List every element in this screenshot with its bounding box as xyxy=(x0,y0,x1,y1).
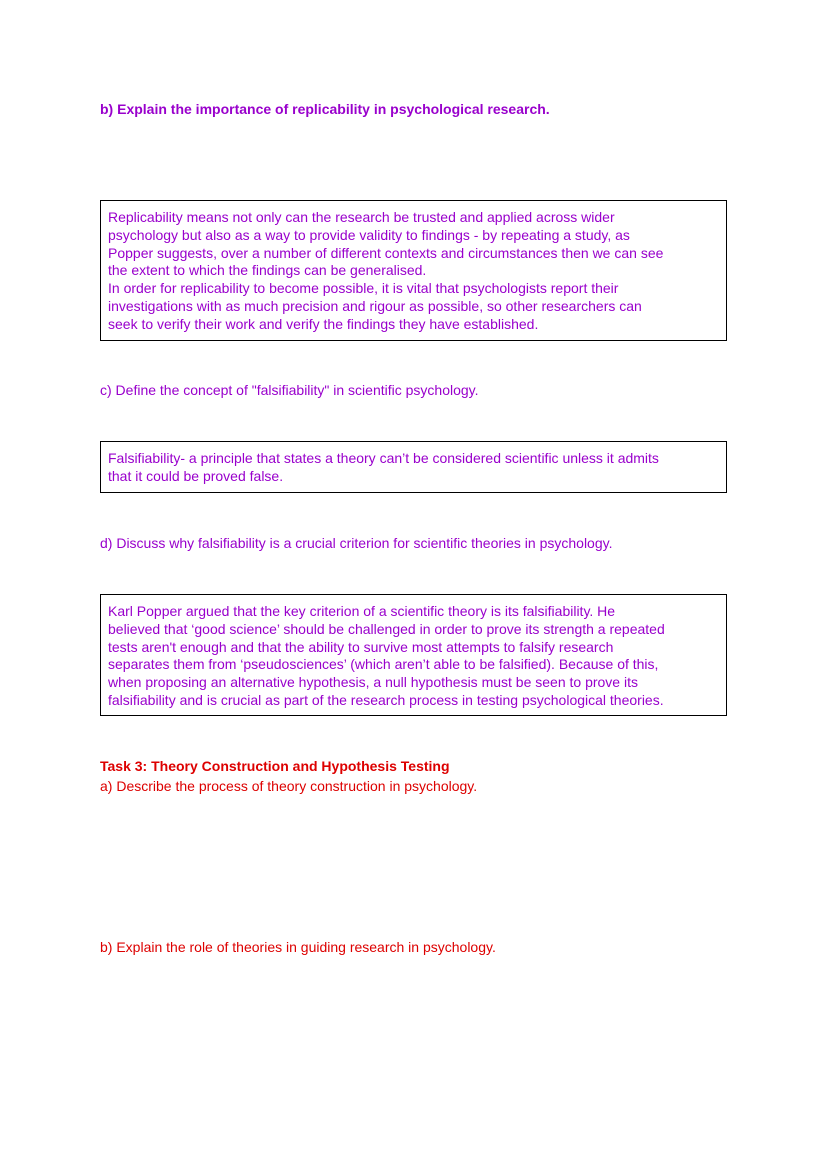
answer-line: seek to verify their work and verify the findings they have established. xyxy=(108,315,539,332)
answer-box-falsifiability-define xyxy=(100,441,727,493)
answer-line: investigations with as much precision and rigour as possible, so other researchers can xyxy=(108,297,642,314)
task3-question-b: b) Explain the role of theories in guiding research in psychology. xyxy=(100,939,496,955)
answer-line: Falsifiability- a principle that states a theory can’t be considered scientific unless it admits xyxy=(108,450,659,466)
answer-line: Replicability means not only can the research be trusted and applied across wider xyxy=(108,209,615,225)
answer-box-falsifiability-discuss xyxy=(100,594,727,716)
answer-line: In order for replicability to become possible, it is vital that psychologists report their xyxy=(108,280,619,297)
answer-line: psychology but also as a way to provide validity to findings - by repeating a study, as xyxy=(108,226,630,243)
answer-line: falsifiability and is crucial as part of the research process in testing psychological theories. xyxy=(108,691,664,708)
answer-line: the extent to which the findings can be generalised. xyxy=(108,262,427,279)
task3-question-a: a) Describe the process of theory construction in psychology. xyxy=(100,778,478,794)
answer-line: tests aren't enough and that the ability to survive most attempts to falsify research xyxy=(108,638,614,655)
question-d-falsifiability-discuss: d) Discuss why falsifiability is a crucial criterion for scientific theories in psychology. xyxy=(100,535,613,551)
question-c-falsifiability-define: c) Define the concept of "falsifiability" in scientific psychology. xyxy=(100,382,479,398)
answer-line: Karl Popper argued that the key criterion of a scientific theory is its falsifiability. He xyxy=(108,603,616,619)
answer-line: Popper suggests, over a number of different contexts and circumstances then we can see xyxy=(108,244,664,261)
task3-title: Task 3: Theory Construction and Hypothesis Testing xyxy=(100,758,450,774)
answer-line: separates them from ‘pseudosciences’ (which aren’t able to be falsified). Because of this, xyxy=(108,656,659,673)
answer-line: believed that ‘good science’ should be challenged in order to prove its strength a repeated xyxy=(108,620,665,637)
answer-box-replicability xyxy=(100,200,727,341)
question-b-replicability: b) Explain the importance of replicability in psychological research. xyxy=(100,101,550,117)
answer-line: when proposing an alternative hypothesis, a null hypothesis must be seen to prove its xyxy=(108,674,638,691)
answer-line: that it could be proved false. xyxy=(108,467,284,484)
